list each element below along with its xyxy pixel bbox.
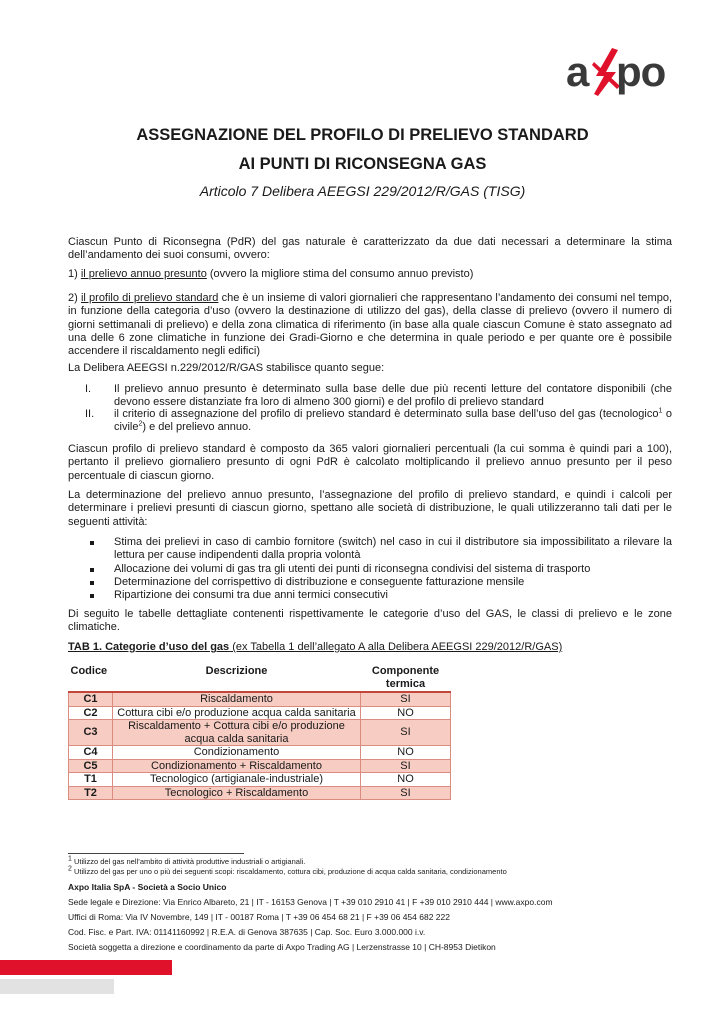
list-item: Ripartizione dei consumi tra due anni termici consecutivi — [68, 589, 672, 602]
item-2-term: il profilo di prelievo standard — [80, 292, 219, 304]
item-2-prefix: 2) — [68, 292, 81, 304]
profile-paragraph — [68, 443, 672, 483]
table-row — [69, 720, 451, 746]
roman-item-1 — [68, 383, 672, 411]
cell-code: T1 — [69, 773, 113, 787]
roman-item-2-num: II. — [85, 408, 95, 420]
cell-comp: NO — [361, 773, 451, 787]
item-1 — [68, 268, 672, 281]
bullet-square-icon — [90, 568, 94, 572]
logo-text-left: a — [566, 48, 589, 95]
header-codice: Codice — [70, 665, 108, 677]
footer-line-4: Società soggetta a direzione e coordinamento da parte di Axpo Trading AG | Lerzenstrasse 10 | CH-8953 Dietikon — [68, 942, 496, 952]
table-row — [69, 706, 451, 720]
item-2-rest: che è un insieme di valori giornalieri che rappresentano l’andamento dei consumi nel tempo, in funzione della categoria d’uso (ovvero la destinazione di utilizzo del gas), della classe di prelievo (ovvero il numero di giorni settimanali di prelievo) e della zona climatica di riferimento (in base alla quale ciascun Comune è stato assegnato ad una delle 6 zone climatiche in funzione dei Gradi-Giorno e che determina in quale periodo e per quante ore è possibile accendere il riscaldamento negli edifici) — [68, 292, 672, 358]
list-item: Allocazione dei volumi di gas tra gli utenti dei punti di riconsegna condivisi del sistema di trasporto — [68, 563, 672, 576]
table-caption-bold: TAB 1. Categorie d’uso del gas — [68, 641, 230, 653]
cell-desc: Tecnologico + Riscaldamento — [113, 786, 361, 800]
table-caption — [68, 641, 562, 653]
cell-code: C4 — [69, 746, 113, 760]
roman-item-1-num: I. — [85, 383, 92, 395]
cell-desc: Riscaldamento + Cottura cibi e/o produzione acqua calda sanitaria — [113, 720, 361, 746]
footer-company: Axpo Italia SpA - Società a Socio Unico — [68, 882, 227, 892]
logo-text-right: po — [616, 48, 666, 95]
delibera-paragraph — [68, 362, 672, 375]
profile-text: Ciascun profilo di prelievo standard è composto da 365 valori giornalieri percentuali (la cui somma è quindi pari a 100), pertanto il prelievo giornaliero presunto di ogni PdR è calcolato moltiplicando il prelievo annuo presunto per il peso percentuale di ciascun giorno. — [68, 443, 672, 482]
cell-code: C3 — [69, 720, 113, 746]
item-1-rest: (ovvero la migliore stima del consumo annuo previsto) — [206, 268, 474, 280]
header-descrizione: Descrizione — [205, 665, 268, 677]
footer-red-bar — [0, 960, 172, 975]
footnote-1: $^1$ Utilizzo del gas nell’ambito di attività produttive industriali o artigianali. — [68, 855, 306, 866]
intro-text: Ciascun Punto di Riconsegna (PdR) del gas naturale è caratterizzato da due dati necessari a determinare la stima dell’andamento dei suoi consumi, ovvero: — [68, 236, 672, 262]
footnote-2: $^2$ Utilizzo del gas per uno o più dei seguenti scopi: riscaldamento, cottura cibi, produzione di acqua calda sanitaria, condizionamento — [68, 865, 507, 876]
footnote-divider — [68, 853, 244, 854]
cell-comp: SI — [361, 759, 451, 773]
roman-item-1-text: Il prelievo annuo presunto è determinato sulla base delle due più recenti letture del contatore disponibili (che devono essere distanziate fra loro di almeno 300 giorni) e del profilo di prelievo standard — [114, 383, 672, 409]
usage-categories-table — [68, 664, 451, 800]
axpo-logo — [566, 46, 676, 98]
page-title-line1: ASSEGNAZIONE DEL PROFILO DI PRELIEVO STANDARD — [136, 126, 589, 144]
tables-text: Di seguito le tabelle dettagliate contenenti rispettivamente le categorie d’uso del GAS, le classi di prelievo e le zone climatiche. — [68, 608, 672, 634]
intro-paragraph — [68, 236, 672, 263]
cell-comp: SI — [361, 786, 451, 800]
table-caption-rest: (ex Tabella 1 dell’allegato A alla Delibera AEEGSI 229/2012/R/GAS) — [229, 641, 563, 653]
item-1-prefix: 1) — [68, 268, 81, 280]
cell-desc: Tecnologico (artigianale-industriale) — [113, 773, 361, 787]
cell-desc: Condizionamento — [113, 746, 361, 760]
bullet-square-icon — [90, 594, 94, 598]
cell-desc: Riscaldamento — [113, 692, 361, 706]
roman-item-2-text: il criterio di assegnazione del profilo di prelievo standard è determinato sulla base dell’uso del gas (tecnologico$^1$ o civile$^2$) e del prelievo annuo. — [114, 407, 672, 434]
page-subtitle: Articolo 7 Delibera AEEGSI 229/2012/R/GAS (TISG) — [199, 183, 526, 199]
footer-line-2: Uffici di Roma: Via IV Novembre, 149 | IT - 00187 Roma | T +39 06 454 68 21 | F +39 06 454 682 222 — [68, 912, 450, 922]
table-header-row — [69, 664, 451, 692]
item-2 — [68, 292, 672, 358]
cell-code: C1 — [69, 692, 113, 706]
table-row — [69, 759, 451, 773]
cell-comp: SI — [361, 692, 451, 706]
footnote-ref-1: 1 — [658, 407, 663, 415]
activities-list — [68, 536, 672, 602]
item-1-term: il prelievo annuo presunto — [80, 268, 207, 280]
roman-item-2 — [68, 408, 672, 436]
delibera-text: La Delibera AEEGSI n.229/2012/R/GAS stabilisce quanto segue: — [68, 362, 385, 374]
footnote-ref-2: 2 — [138, 420, 143, 428]
cell-code: C5 — [69, 759, 113, 773]
list-item: Stima dei prelievi in caso di cambio fornitore (switch) nel caso in cui il distributore sia impossibilitato a rilevare la lettura per cause indipendenti dalla propria volontà — [68, 536, 672, 563]
cell-comp: SI — [361, 720, 451, 746]
footnotes — [68, 857, 507, 876]
table-row — [69, 746, 451, 760]
bullet-square-icon — [90, 581, 94, 585]
list-item: Determinazione del corrispettivo di distribuzione e conseguente fatturazione mensile — [68, 576, 672, 589]
table-row — [69, 692, 451, 706]
determination-text: La determinazione del prelievo annuo presunto, l’assegnazione del profilo di prelievo standard, e quindi i calcoli per determinare i prelievi presunti di ciascun giorno, spettano alle società di distribuzione, le quali utilizzeranno tali dati per le seguenti attività: — [68, 489, 672, 528]
cell-code: T2 — [69, 786, 113, 800]
determination-paragraph — [68, 489, 672, 529]
cell-comp: NO — [361, 706, 451, 720]
header-componente: Componente termica — [371, 665, 440, 690]
table-row — [69, 786, 451, 800]
page-title-line2: AI PUNTI DI RICONSEGNA GAS — [238, 155, 487, 173]
footer-line-3: Cod. Fisc. e Part. IVA: 01141160992 | R.E.A. di Genova 387635 | Cap. Soc. Euro 3.000.000 i.v. — [68, 927, 426, 937]
cell-desc: Cottura cibi e/o produzione acqua calda sanitaria — [113, 706, 361, 720]
page-footer — [68, 880, 553, 955]
bullet-square-icon — [90, 541, 94, 545]
cell-comp: NO — [361, 746, 451, 760]
tables-paragraph — [68, 608, 672, 635]
cell-code: C2 — [69, 706, 113, 720]
footer-grey-bar — [0, 979, 114, 994]
cell-desc: Condizionamento + Riscaldamento — [113, 759, 361, 773]
table-row — [69, 773, 451, 787]
footer-line-1: Sede legale e Direzione: Via Enrico Albareto, 21 | IT - 16153 Genova | T +39 010 2910 41 | F +39 010 2910 444 | www.axpo.com — [68, 897, 553, 907]
